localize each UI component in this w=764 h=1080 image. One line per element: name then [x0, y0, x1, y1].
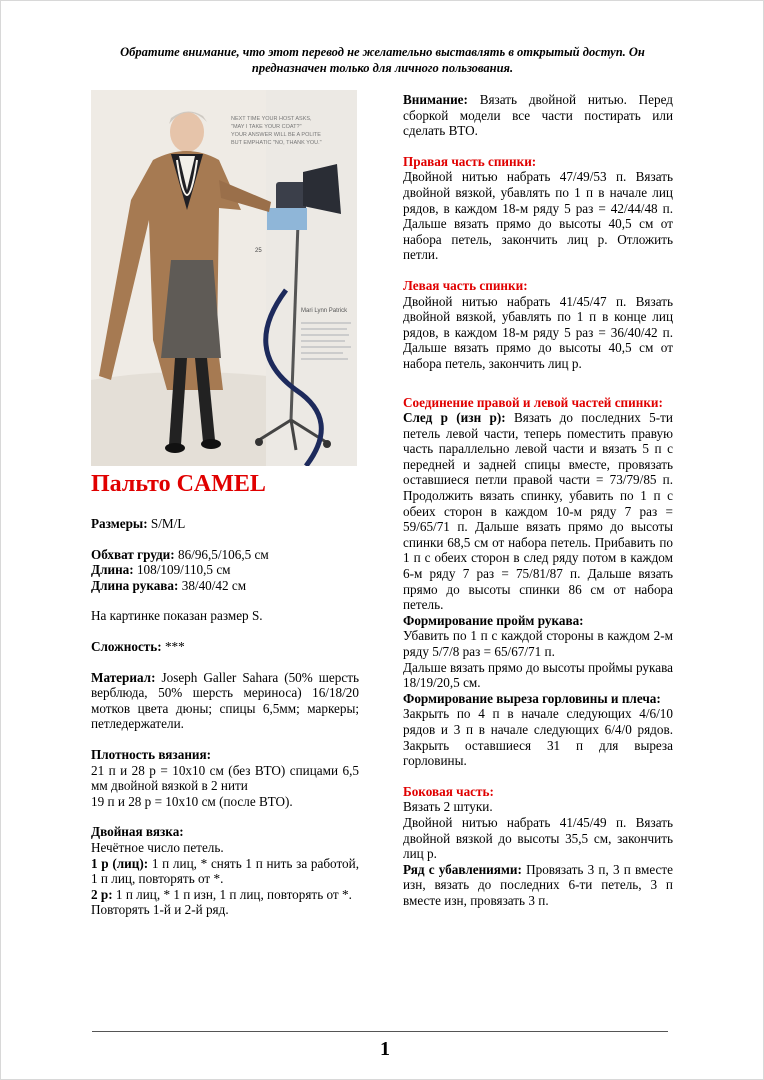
photo-text-3: YOUR ANSWER WILL BE A POLITE: [231, 132, 321, 138]
neckline-heading: Формирование выреза горловины и плеча:: [403, 690, 661, 706]
photo-text-4: BUT EMPHATIC "NO, THANK YOU.": [231, 140, 322, 146]
right-column: [403, 92, 673, 909]
footer-divider: [92, 1031, 668, 1032]
armhole-heading: Формирование пройм рукава:: [403, 612, 584, 628]
model-photo-illustration: [91, 90, 357, 466]
double-knit-row-1: 1 р (лиц): 1 п лиц, * снять 1 п нить за работой, 1 п лиц, повторять от *.: [91, 855, 359, 887]
armhole-line-2: Дальше вязать прямо до высоты проймы рукава 18/19/20,5 см.: [403, 659, 673, 691]
neckline-text: Закрыть по 4 п в начале следующих 4/6/10 рядов и 3 п в начале следующих 6/4/0 рядов. Закрыть оставшиеся 31 п для выреза горловины.: [403, 706, 673, 769]
sizes: Размеры: S/M/L: [91, 516, 186, 531]
double-knit-line-1: Нечётное число петель.: [91, 839, 224, 855]
photo-text-2: "MAY I TAKE YOUR COAT?": [231, 124, 302, 130]
photo-caption-title: Mari Lynn Patrick: [301, 308, 348, 314]
material: Материал: Joseph Galler Sahara (50% шерсть верблюда, 50% шерсть мериноса) 16/18/20 мотков цвета дюны; спицы 6,5мм; маркеры; петледержатели.: [91, 669, 359, 732]
notice: Обратите внимание, что этот перевод не желательно выставлять в открытый доступ. Он предназначен только для личного пользования.: [120, 45, 645, 75]
right-back-text: Двойной нитью набрать 47/49/53 п. Вязать двойной вязкой, убавлять по 1 п в начале лиц рядов, в каждом 18-м ряду 5 раз = 42/44/48 п. Дальше вязать прямо до высоты 40,5 см от набора петель, закончить лиц р. Отложить петли.: [403, 169, 673, 263]
side-line-1: Вязать 2 штуки.: [403, 799, 493, 815]
measurement-chest: Обхват груди: 86/96,5/106,5 см: [91, 546, 269, 562]
gauge-heading: Плотность вязания:: [91, 746, 212, 762]
pattern-title: Пальто CAMEL: [91, 471, 266, 497]
joining-text: След р (изн р): Вязать до последних 5-ти петель левой части, теперь поместить правую часть параллельно левой части и вязать 5 п с передней и задней спицы вместе, провязать оставшиеся петли правой части = 73/79/85 п. Продолжить вязать спинку, убавить по 1 п с обеих сторон в каждом 10-м ряду 7 раз = 59/65/71 п. Дальше вязать прямо до высоты спинки 68,5 см от набора петель. Прибавить по 1 п с обеих сторон в след ряду потом в каждом 6-м ряду 7 раз = 75/81/87 п. Дальше вязать прямо до высоты спинки 86 см от набора петель.: [403, 410, 673, 613]
double-knit-row-2: 2 р: 1 п лиц, * 1 п изн, 1 п лиц, повторять от *.: [91, 886, 352, 902]
measurement-sleeve: Длина рукава: 38/40/42 см: [91, 577, 247, 593]
gauge-line-2: 19 п и 28 р = 10х10 см (после ВТО).: [91, 793, 293, 809]
gauge-line-1: 21 п и 28 р = 10х10 см (без ВТО) спицами 6,5 мм двойной вязкой в 2 нити: [91, 762, 359, 794]
model-photo: [91, 90, 357, 466]
attention: Внимание: Вязать двойной нитью. Перед сборкой модели все части постирать или сделать ВТО.: [403, 92, 673, 139]
left-column: [91, 470, 359, 918]
double-knit-heading: Двойная вязка:: [91, 824, 184, 840]
right-back-heading: Правая часть спинки:: [403, 153, 537, 169]
measurement-length: Длина: 108/109/110,5 см: [91, 562, 231, 578]
side-decrease-row: Ряд с убавлениями: Провязать 3 п, 3 п вместе изн, вязать до последних 6-ти петель, 3 п вместе изн, провязать 3 п.: [403, 861, 673, 908]
joining-heading: Соединение правой и левой частей спинки:: [403, 394, 663, 410]
armhole-line-1: Убавить по 1 п с каждой стороны в каждом 2-м ряду 5/7/8 раз = 65/67/71 п.: [403, 628, 673, 659]
left-back-text: Двойной нитью набрать 41/45/47 п. Вязать двойной вязкой, убавлять по 1 п в конце лиц рядов, в каждом 18-м ряду 5 раз = 36/40/42 п. Дальше вязать прямо до высоты 40,5 см от набора петель, закончить лиц р.: [403, 293, 673, 371]
difficulty: Сложность: ***: [91, 638, 185, 654]
left-back-heading: Левая часть спинки:: [403, 277, 528, 293]
double-knit-repeat: Повторять 1-й и 2-й ряд.: [91, 902, 229, 918]
side-heading: Боковая часть:: [403, 783, 494, 799]
page-number: 1: [380, 1038, 390, 1060]
picture-size: На картинке показан размер S.: [91, 608, 263, 624]
photo-text-1: NEXT TIME YOUR HOST ASKS,: [231, 116, 312, 122]
photo-page-number: 25: [255, 248, 262, 254]
side-line-2: Двойной нитью набрать 41/45/49 п. Вязать двойной вязкой до высоты 35,5 см, закончить лиц р.: [403, 814, 673, 862]
